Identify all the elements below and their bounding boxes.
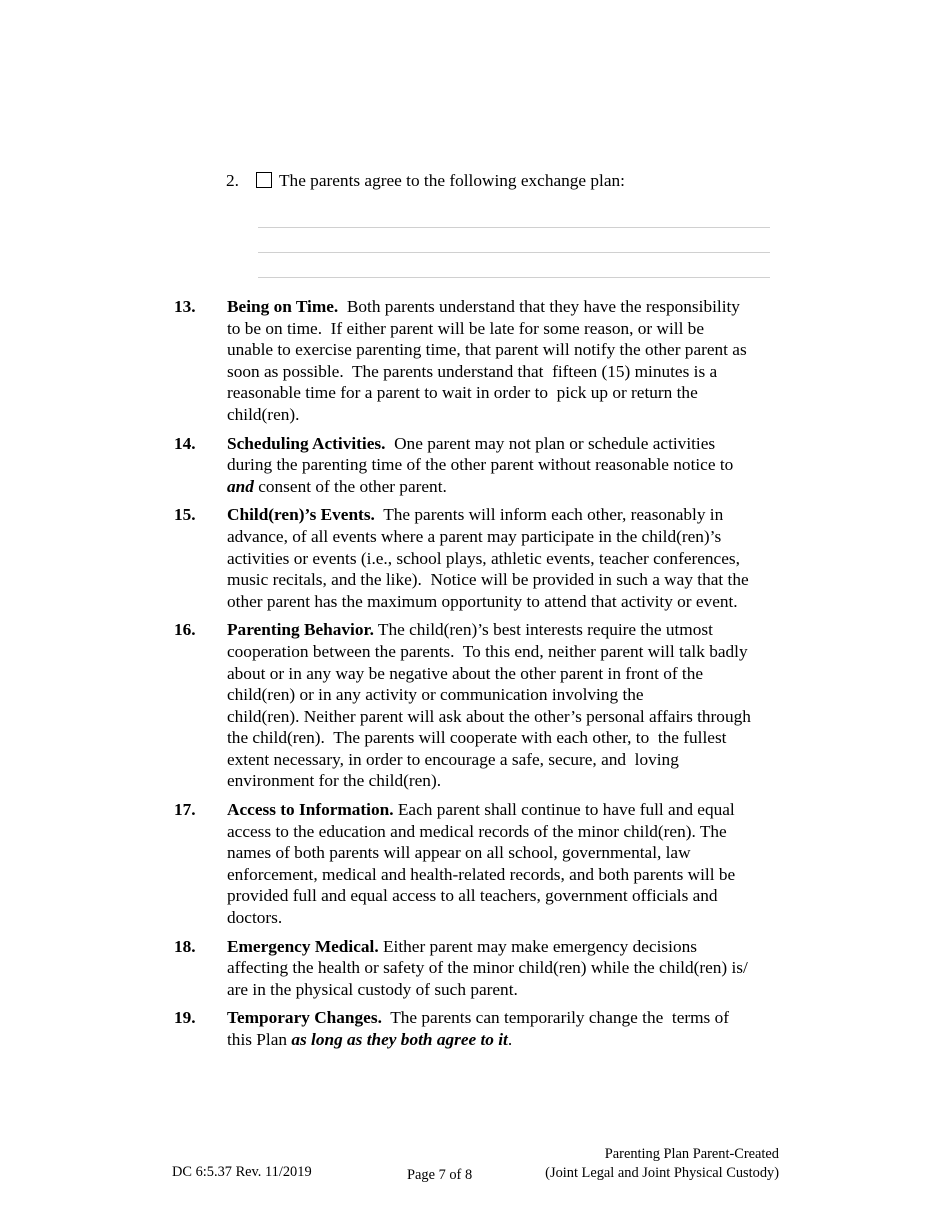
- section-text: the child(ren). The parents will cooperate with each other, to the fullest: [227, 728, 727, 748]
- section-line: [227, 1029, 794, 1051]
- emphasis-text: as long as they both agree to it: [291, 1030, 508, 1049]
- section-heading: Being on Time.: [227, 297, 339, 316]
- section-text: are in the physical custody of such parent.: [227, 979, 518, 999]
- exchange-plan-blank-line-3[interactable]: [258, 277, 770, 278]
- section-number: 13.: [174, 297, 196, 316]
- section-line: [227, 454, 794, 476]
- section-text: child(ren).: [227, 404, 300, 424]
- section-text: .: [507, 1030, 513, 1049]
- exchange-plan-blank-line-2[interactable]: [258, 252, 770, 253]
- section-line: [227, 907, 794, 929]
- section-line: [227, 885, 794, 907]
- section-line: [227, 770, 794, 792]
- section-text: cooperation between the parents. To this end, neither parent will talk badly: [227, 641, 748, 661]
- section-17: [174, 799, 794, 929]
- section-text: enforcement, medical and health-related records, and both parents will be: [227, 864, 736, 884]
- numbered-sections: [174, 296, 794, 1058]
- section-number: 14.: [174, 433, 196, 453]
- footer-title-line-1: Parenting Plan Parent-Created: [604, 1146, 779, 1162]
- section-15: [174, 504, 794, 612]
- exchange-plan-blank-line-1[interactable]: [258, 227, 770, 228]
- section-number: 19.: [174, 1008, 196, 1028]
- section-line: [227, 619, 794, 641]
- section-line: [227, 296, 794, 318]
- section-number: 15.: [174, 505, 196, 525]
- section-line: [227, 936, 794, 958]
- section-text: The parents can temporarily change the terms of: [381, 1008, 729, 1028]
- section-line: [227, 433, 794, 455]
- footer-form-title: [545, 1145, 779, 1183]
- section-text: unable to exercise parenting time, that parent will notify the other parent as: [227, 340, 747, 360]
- section-text: this Plan: [227, 1030, 292, 1049]
- section-body: [227, 619, 794, 792]
- section-body: [227, 1007, 794, 1050]
- footer-form-id: DC 6:5.37 Rev. 11/2019: [172, 1164, 312, 1180]
- section-line: [227, 706, 794, 728]
- section-body: [227, 504, 794, 612]
- section-text: access to the education and medical records of the minor child(ren). The: [227, 821, 727, 841]
- section-line: [227, 476, 794, 498]
- section-heading: Scheduling Activities.: [227, 433, 386, 453]
- section-text: The parents will inform each other, reasonably in: [374, 505, 724, 525]
- section-text: child(ren). Neither parent will ask about the other’s personal affairs through: [227, 706, 751, 726]
- section-text: advance, of all events where a parent may participate in the child(ren)’s: [227, 526, 722, 546]
- section-text: Both parents understand that they have the responsibility: [338, 297, 740, 316]
- section-text: during the parenting time of the other parent without reasonable notice to: [227, 455, 734, 475]
- section-text: to be on time. If either parent will be late for some reason, or will be: [227, 318, 704, 338]
- section-body: [227, 936, 794, 1001]
- section-line: [227, 641, 794, 663]
- section-line: [227, 799, 794, 821]
- section-text: reasonable time for a parent to wait in order to pick up or return the: [227, 383, 698, 403]
- emphasis-text: and: [227, 476, 254, 496]
- section-line: [227, 979, 794, 1001]
- section-number: 17.: [174, 800, 196, 820]
- section-text: names of both parents will appear on all school, governmental, law: [227, 843, 691, 863]
- exchange-plan-text: The parents agree to the following exchange plan:: [279, 171, 625, 190]
- section-line: [227, 864, 794, 886]
- section-19: [174, 1007, 794, 1050]
- section-18: [174, 936, 794, 1001]
- section-line: [227, 749, 794, 771]
- section-text: soon as possible. The parents understand that fifteen (15) minutes is a: [227, 361, 718, 381]
- section-body: [227, 296, 794, 426]
- section-text: Each parent shall continue to have full and equal: [393, 800, 735, 820]
- section-line: [227, 591, 794, 613]
- section-14: [174, 433, 794, 498]
- section-line: [227, 569, 794, 591]
- section-line: [227, 548, 794, 570]
- section-text: doctors.: [227, 908, 283, 928]
- exchange-plan-item: [226, 170, 625, 192]
- section-text: consent of the other parent.: [253, 476, 447, 496]
- section-line: [227, 957, 794, 979]
- section-body: [227, 799, 794, 929]
- section-text: music recitals, and the like). Notice will be provided in such a way that the: [227, 570, 749, 590]
- footer-page-number: Page 7 of 8: [407, 1167, 473, 1183]
- section-line: [227, 727, 794, 749]
- section-line: [227, 821, 794, 843]
- section-line: [227, 526, 794, 548]
- section-line: [227, 663, 794, 685]
- section-line: [227, 842, 794, 864]
- section-text: The child(ren)’s best interests require the utmost: [373, 620, 713, 640]
- section-line: [227, 382, 794, 404]
- section-line: [227, 339, 794, 361]
- section-number: 18.: [174, 936, 196, 956]
- footer-title-line-2: (Joint Legal and Joint Physical Custody): [545, 1165, 779, 1181]
- section-line: [227, 361, 794, 383]
- exchange-plan-checkbox[interactable]: [256, 172, 272, 188]
- section-line: [227, 684, 794, 706]
- section-line: [227, 404, 794, 426]
- section-text: affecting the health or safety of the minor child(ren) while the child(ren) is/: [227, 958, 748, 978]
- section-heading: Parenting Behavior.: [227, 620, 374, 640]
- section-text: about or in any way be negative about the other parent in front of the: [227, 663, 704, 683]
- section-text: provided full and equal access to all teachers, government officials and: [227, 886, 718, 906]
- section-number: 16.: [174, 620, 196, 640]
- section-heading: Temporary Changes.: [227, 1008, 382, 1028]
- section-text: other parent has the maximum opportunity to attend that activity or event.: [227, 591, 738, 611]
- section-line: [227, 504, 794, 526]
- section-13: [174, 296, 794, 426]
- section-heading: Emergency Medical.: [227, 936, 379, 956]
- item-number: 2.: [226, 171, 239, 190]
- section-line: [227, 318, 794, 340]
- section-text: child(ren) or in any activity or communication involving the: [227, 685, 644, 705]
- section-heading: Child(ren)’s Events.: [227, 505, 375, 525]
- section-text: One parent may not plan or schedule activities: [385, 433, 716, 453]
- section-text: environment for the child(ren).: [227, 771, 442, 791]
- section-text: extent necessary, in order to encourage a safe, secure, and loving: [227, 749, 679, 769]
- section-text: Either parent may make emergency decisions: [378, 936, 697, 956]
- section-line: [227, 1007, 794, 1029]
- section-16: [174, 619, 794, 792]
- section-text: activities or events (i.e., school plays, athletic events, teacher conferences,: [227, 548, 740, 568]
- section-heading: Access to Information.: [227, 800, 394, 820]
- section-body: [227, 433, 794, 498]
